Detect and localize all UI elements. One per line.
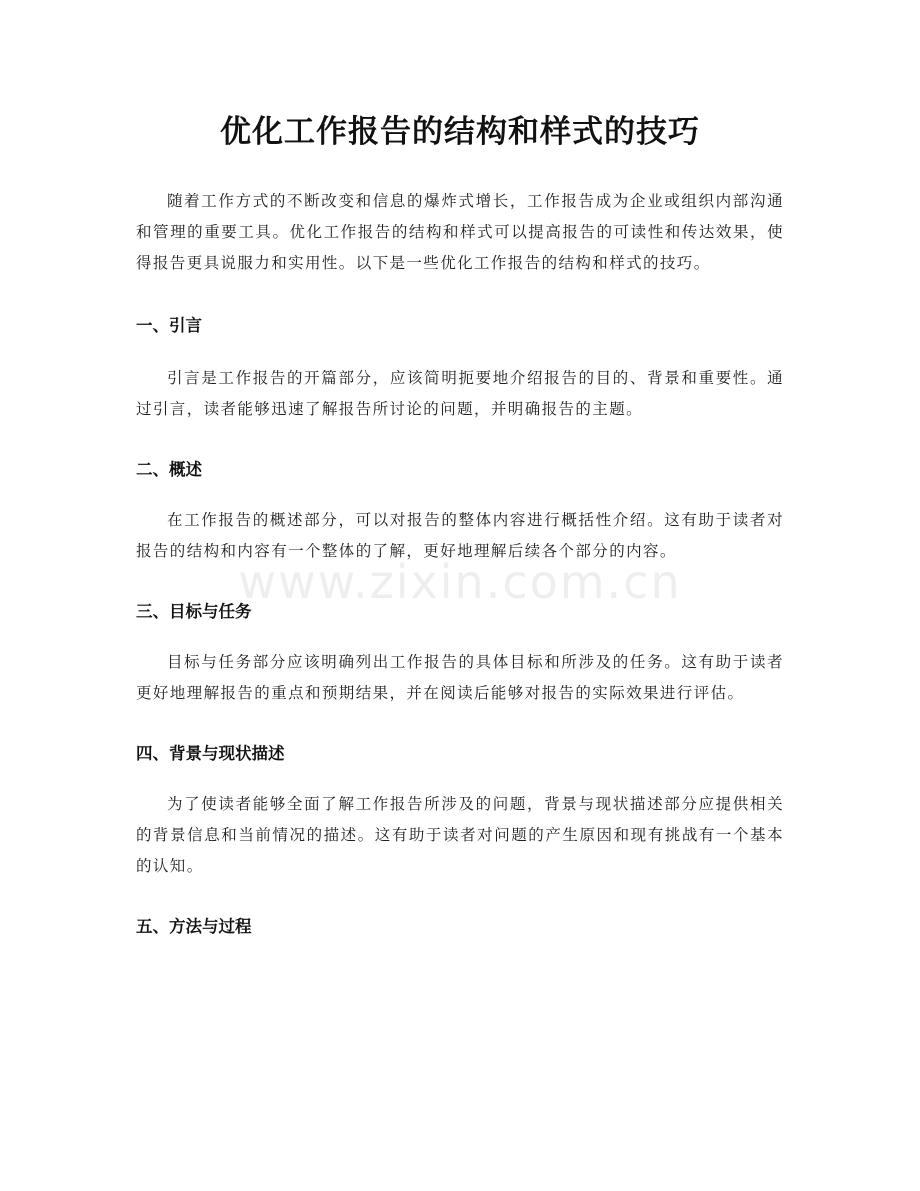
section-heading-introduction: 一、引言: [136, 316, 202, 335]
document-title: 优化工作报告的结构和样式的技巧: [220, 114, 700, 150]
section-body-background: 为了使读者能够全面了解工作报告所涉及的问题，背景与现状描述部分应提供相关的背景信息和当前情况的描述。这有助于读者对问题的产生原因和现有挑战有一个基本的认知。: [136, 795, 784, 875]
section-body-goals-tasks: 目标与任务部分应该明确列出工作报告的具体目标和所涉及的任务。这有助于读者更好地理解报告的重点和预期结果，并在阅读后能够对报告的实际效果进行评估。: [136, 653, 784, 702]
watermark-text: www.zixin.com.cn: [238, 555, 682, 609]
section-heading-goals-tasks: 三、目标与任务: [136, 602, 252, 621]
section-heading-methods: 五、方法与过程: [136, 917, 252, 936]
section-heading-background: 四、背景与现状描述: [136, 744, 285, 763]
document-content: [136, 108, 784, 962]
intro-paragraph: 随着工作方式的不断改变和信息的爆炸式增长，工作报告成为企业或组织内部沟通和管理的重要工具。优化工作报告的结构和样式可以提高报告的可读性和传达效果，使得报告更具说服力和实用性。以下是一些优化工作报告的结构和样式的技巧。: [136, 192, 784, 272]
section-body-overview: 在工作报告的概述部分，可以对报告的整体内容进行概括性介绍。这有助于读者对报告的结构和内容有一个整体的了解，更好地理解后续各个部分的内容。: [136, 511, 784, 560]
section-heading-overview: 二、概述: [136, 460, 202, 479]
section-body-introduction: 引言是工作报告的开篇部分，应该简明扼要地介绍报告的目的、背景和重要性。通过引言，读者能够迅速了解报告所讨论的问题，并明确报告的主题。: [136, 369, 784, 418]
